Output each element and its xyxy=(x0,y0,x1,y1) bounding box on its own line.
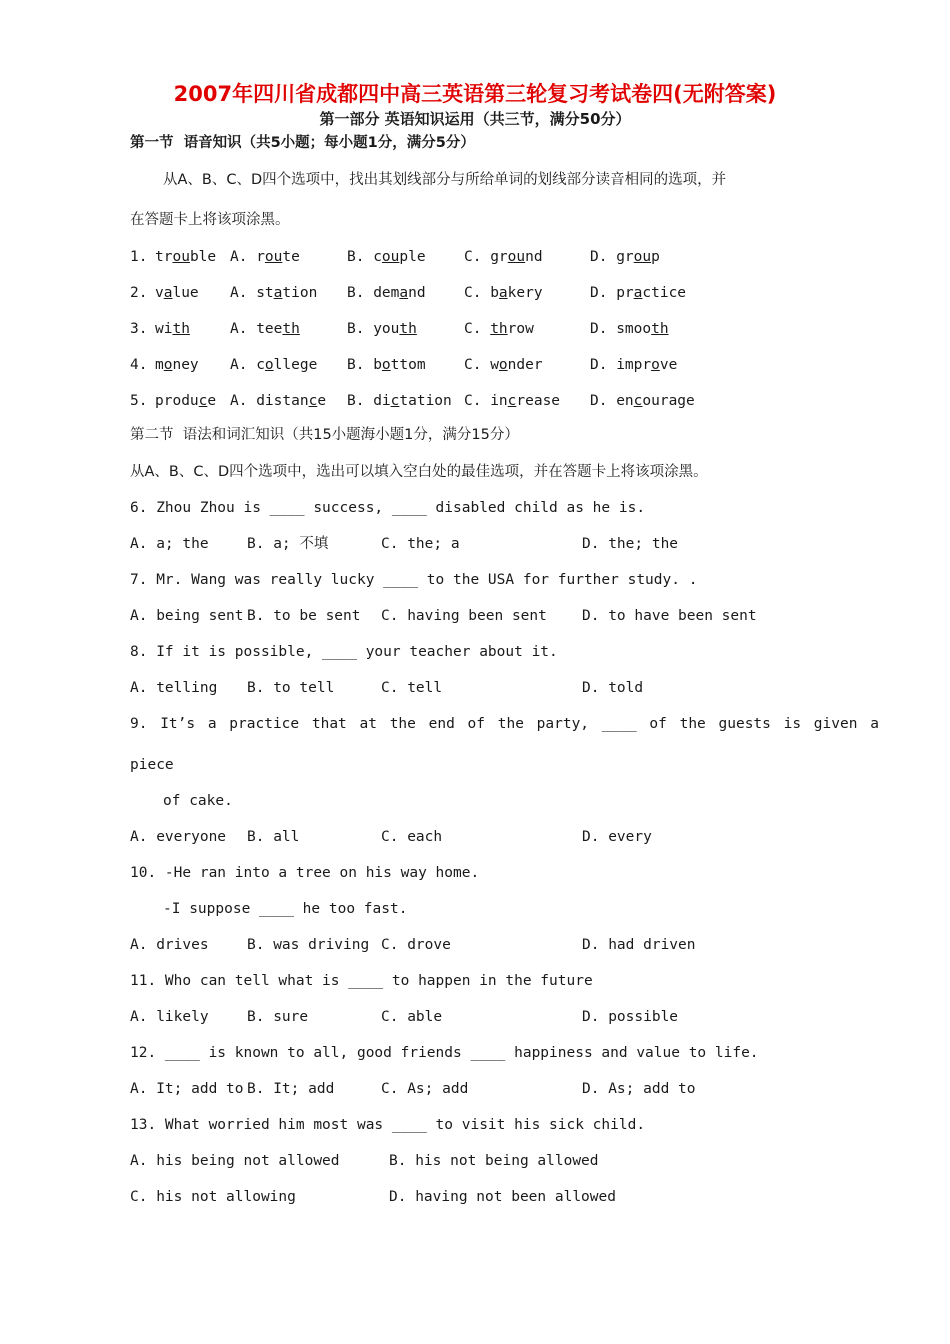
word-part: te xyxy=(282,249,300,265)
q12-option-a: A. It; add to xyxy=(130,1081,244,1097)
q9-option-b: B. all xyxy=(247,829,300,845)
word-part: B. dem xyxy=(347,285,400,301)
word-part: tr xyxy=(155,249,173,265)
word-part: ourage xyxy=(642,393,695,409)
q7-option-b: B. to be sent xyxy=(247,608,361,624)
word-part: D. smoo xyxy=(590,321,652,337)
word-part: B. b xyxy=(347,357,382,373)
underlined-part: th xyxy=(282,321,300,337)
section2-instruction: 从A、B、C、D四个选项中，选出可以填入空白处的最佳选项，并在答题卡上将该项涂黑。 xyxy=(130,464,708,480)
q11-option-b: B. sure xyxy=(247,1009,309,1025)
question-8-stem: 8. If it is possible, ____ your teacher about it. xyxy=(130,644,558,660)
q10-option-b: B. was driving xyxy=(247,937,370,953)
word-part: B. c xyxy=(347,249,382,265)
q7-option-c: C. having been sent xyxy=(381,608,547,624)
underlined-part: o xyxy=(498,357,508,373)
word-part: ple xyxy=(399,249,426,265)
word-part: rease xyxy=(516,393,561,409)
word-part: C. xyxy=(464,321,491,337)
section1-instruction-cont: 在答题卡上将该项涂黑。 xyxy=(130,212,290,228)
word-part: tation xyxy=(399,393,452,409)
word-part: A. r xyxy=(230,249,265,265)
word-part: lue xyxy=(172,285,199,301)
word-part: C. b xyxy=(464,285,499,301)
word-part: D. pr xyxy=(590,285,634,301)
option-c xyxy=(464,319,534,339)
word-part: nd xyxy=(408,285,426,301)
question-9-stem: 9. It’s a practice that at the end of the party, ____ of the guests is given a xyxy=(130,716,879,732)
word-part: C. w xyxy=(464,357,499,373)
word-part: A. c xyxy=(230,357,265,373)
q13-option-c: C. his not allowing xyxy=(130,1189,296,1205)
word-part: ble xyxy=(189,249,217,265)
word-part: p xyxy=(651,249,660,265)
option-d xyxy=(590,247,660,267)
q8-option-a: A. telling xyxy=(130,680,218,696)
word-part: produ xyxy=(155,393,199,409)
option-b xyxy=(347,355,426,375)
word-part: wi xyxy=(155,321,173,337)
underlined-part: a xyxy=(399,285,409,301)
q6-option-b: B. a; 不填 xyxy=(247,536,329,552)
q6-option-a: A. a; the xyxy=(130,536,209,552)
target-word xyxy=(155,391,216,411)
underlined-part: c xyxy=(633,393,643,409)
underlined-part: c xyxy=(308,393,318,409)
word-part: D. en xyxy=(590,393,634,409)
option-b xyxy=(347,391,452,411)
q13-option-a: A. his being not allowed xyxy=(130,1153,340,1169)
option-a xyxy=(230,283,317,303)
option-d xyxy=(590,355,677,375)
question-9-stem-cont2: of cake. xyxy=(163,793,233,809)
option-b xyxy=(347,247,426,267)
q9-option-d: D. every xyxy=(582,829,652,845)
underlined-part: th xyxy=(490,321,508,337)
underlined-part: ou xyxy=(381,249,400,265)
option-c xyxy=(464,283,543,303)
target-word xyxy=(155,355,199,375)
underlined-part: th xyxy=(651,321,669,337)
item-number: 2. xyxy=(130,285,148,301)
word-part: nd xyxy=(525,249,543,265)
q12-option-c: C. As; add xyxy=(381,1081,469,1097)
q9-option-c: C. each xyxy=(381,829,443,845)
q8-option-d: D. told xyxy=(582,680,644,696)
option-a xyxy=(230,319,300,339)
underlined-part: th xyxy=(399,321,417,337)
word-part: llege xyxy=(273,357,318,373)
section2-heading: 第二节 语法和词汇知识（共15小题海小题1分，满分15分） xyxy=(130,427,519,443)
option-c xyxy=(464,355,543,375)
underlined-part: ou xyxy=(507,249,526,265)
q8-option-c: C. tell xyxy=(381,680,443,696)
part-heading: 第一部分 英语知识运用（共三节，满分50分） xyxy=(319,110,631,128)
section1-instruction: 从A、B、C、D四个选项中，找出其划线部分与所给单词的划线部分读音相同的选项，并 xyxy=(163,172,727,188)
q11-option-d: D. possible xyxy=(582,1009,679,1025)
word-part: ttom xyxy=(390,357,426,373)
underlined-part: a xyxy=(273,285,283,301)
item-number: 3. xyxy=(130,321,148,337)
word-part: m xyxy=(155,357,164,373)
underlined-part: o xyxy=(163,357,173,373)
question-13-stem: 13. What worried him most was ____ to visit his sick child. xyxy=(130,1117,646,1133)
q8-option-b: B. to tell xyxy=(247,680,335,696)
page-title: 2007年四川省成都四中高三英语第三轮复习考试卷四(无附答案) xyxy=(173,82,777,106)
word-part: ctice xyxy=(642,285,687,301)
word-part: ve xyxy=(659,357,678,373)
target-word xyxy=(155,319,190,339)
q7-option-d: D. to have been sent xyxy=(582,608,757,624)
q7-option-a: A. being sent xyxy=(130,608,244,624)
target-word xyxy=(155,283,199,303)
q11-option-c: C. able xyxy=(381,1009,443,1025)
item-number: 5. xyxy=(130,393,148,409)
word-part: A. tee xyxy=(230,321,283,337)
option-d xyxy=(590,319,669,339)
target-word xyxy=(155,247,216,267)
word-part: nder xyxy=(507,357,543,373)
q12-option-d: D. As; add to xyxy=(582,1081,696,1097)
q9-option-a: A. everyone xyxy=(130,829,227,845)
underlined-part: a xyxy=(633,285,643,301)
q6-option-d: D. the; the xyxy=(582,536,679,552)
word-part: B. di xyxy=(347,393,391,409)
q13-option-d: D. having not been allowed xyxy=(389,1189,616,1205)
q11-option-a: A. likely xyxy=(130,1009,209,1025)
option-c xyxy=(464,247,543,267)
underlined-part: c xyxy=(390,393,400,409)
question-7-stem: 7. Mr. Wang was really lucky ____ to the USA for further study. . xyxy=(130,572,698,588)
underlined-part: a xyxy=(163,285,173,301)
underlined-part: th xyxy=(172,321,190,337)
word-part: A. distan xyxy=(230,393,309,409)
underlined-part: o xyxy=(381,357,391,373)
word-part: kery xyxy=(507,285,543,301)
option-b xyxy=(347,283,426,303)
word-part: e xyxy=(207,393,217,409)
word-part: C. in xyxy=(464,393,508,409)
word-part: tion xyxy=(282,285,318,301)
q10-option-a: A. drives xyxy=(130,937,209,953)
question-12-stem: 12. ____ is known to all, good friends ____ happiness and value to life. xyxy=(130,1045,759,1061)
question-6-stem: 6. Zhou Zhou is ____ success, ____ disabled child as he is. xyxy=(130,500,646,516)
underlined-part: a xyxy=(498,285,508,301)
word-part: e xyxy=(317,393,327,409)
option-a xyxy=(230,355,317,375)
question-11-stem: 11. Who can tell what is ____ to happen in the future xyxy=(130,973,593,989)
q10-option-c: C. drove xyxy=(381,937,451,953)
underlined-part: ou xyxy=(264,249,283,265)
item-number: 1. xyxy=(130,249,148,265)
q10-option-d: D. had driven xyxy=(582,937,696,953)
word-part: D. impr xyxy=(590,357,652,373)
q12-option-b: B. It; add xyxy=(247,1081,335,1097)
underlined-part: c xyxy=(198,393,208,409)
word-part: B. you xyxy=(347,321,400,337)
question-9-stem-cont: piece xyxy=(130,757,174,773)
word-part: row xyxy=(507,321,534,337)
option-c xyxy=(464,391,560,411)
option-d xyxy=(590,391,695,411)
option-a xyxy=(230,247,300,267)
option-a xyxy=(230,391,326,411)
underlined-part: o xyxy=(651,357,660,373)
option-b xyxy=(347,319,417,339)
option-d xyxy=(590,283,686,303)
q6-option-c: C. the; a xyxy=(381,536,460,552)
word-part: ney xyxy=(172,357,199,373)
word-part: A. st xyxy=(230,285,274,301)
word-part: D. gr xyxy=(590,249,634,265)
item-number: 4. xyxy=(130,357,148,373)
underlined-part: o xyxy=(264,357,274,373)
underlined-part: ou xyxy=(633,249,652,265)
q13-option-b: B. his not being allowed xyxy=(389,1153,599,1169)
question-10-stem-cont: -I suppose ____ he too fast. xyxy=(163,901,408,917)
underlined-part: c xyxy=(507,393,517,409)
section1-heading: 第一节 语音知识（共5小题；每小题1分，满分5分） xyxy=(130,135,475,151)
question-10-stem: 10. -He ran into a tree on his way home. xyxy=(130,865,480,881)
underlined-part: ou xyxy=(172,249,190,265)
word-part: C. gr xyxy=(464,249,508,265)
word-part: v xyxy=(155,285,164,301)
